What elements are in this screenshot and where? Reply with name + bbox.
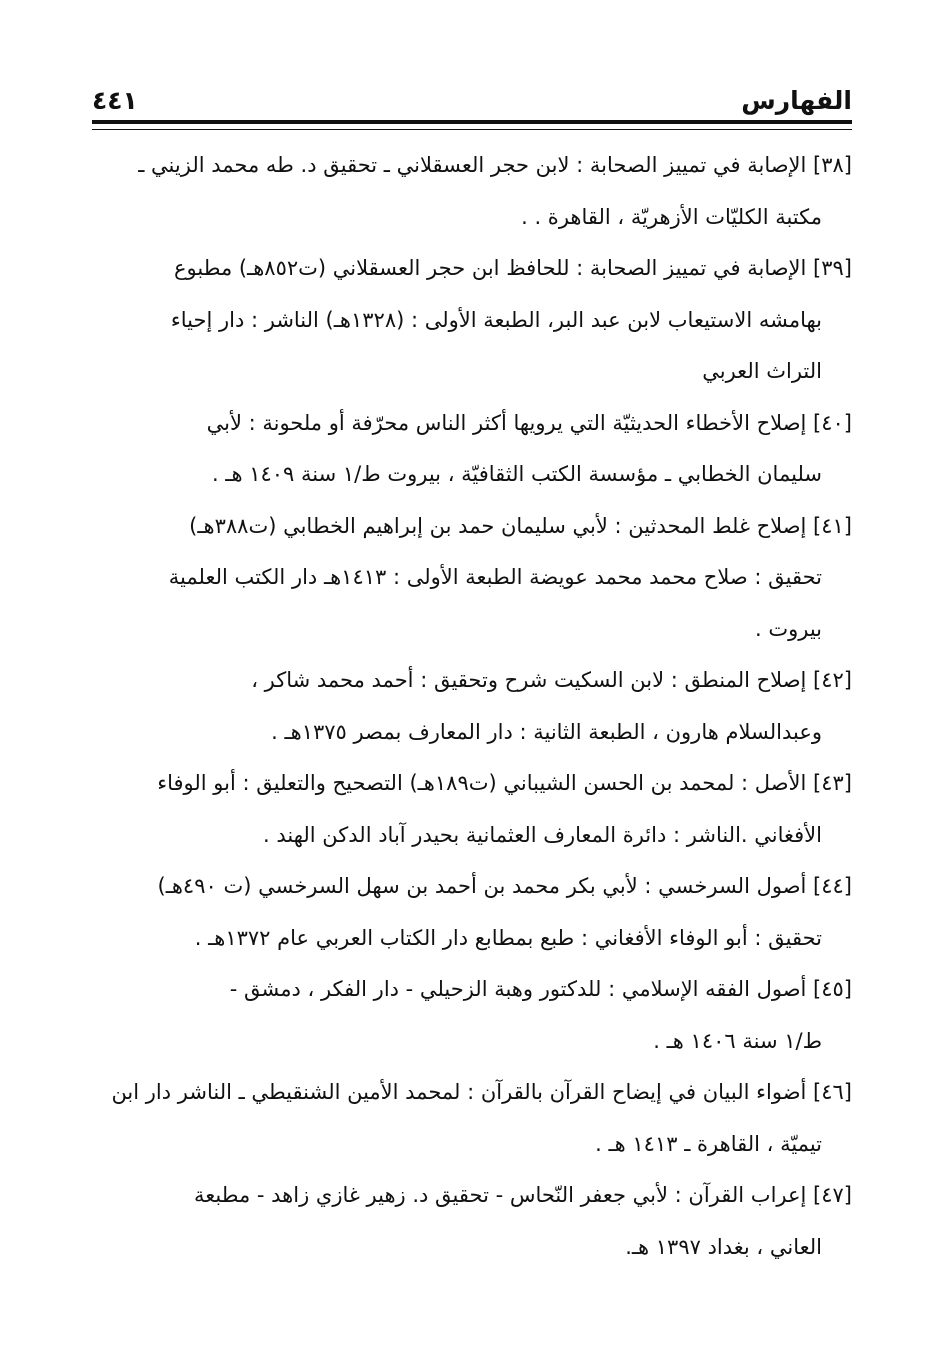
entry-line: تيميّة ، القاهرة ـ ١٤١٣ هـ .: [595, 1131, 822, 1156]
entry-line: مكتبة الكليّات الأزهريّة ، القاهرة . .: [521, 204, 822, 229]
bibliography-entry-40: [92, 398, 852, 501]
bibliography-entry-44: [92, 861, 852, 964]
entry-line: [٤٤] أصول السرخسي : لأبي بكر محمد بن أحمد بن سهل السرخسي (ت ٤٩٠هـ): [157, 874, 852, 898]
entry-line: تحقيق : صلاح محمد محمد عويضة الطبعة الأولى : ١٤١٣هـ دار الكتب العلمية: [168, 565, 822, 589]
header-rule-thick: [92, 120, 852, 124]
entry-line: [٣٨] الإصابة في تمييز الصحابة : لابن حجر العسقلاني ـ تحقيق د. طه محمد الزيني ـ: [138, 153, 852, 177]
entry-line: العاني ، بغداد ١٣٩٧ هـ.: [625, 1234, 822, 1259]
bibliography-entry-43: [92, 758, 852, 861]
bibliography-entry-45: [92, 964, 852, 1067]
entry-line: [٤٠] إصلاح الأخطاء الحديثيّة التي يرويها أكثر الناس محرّفة أو ملحونة : لأبي: [206, 410, 852, 435]
page-number: ٤٤١: [92, 86, 138, 115]
bibliography-list: [92, 140, 852, 1273]
bibliography-entry-42: [92, 655, 852, 758]
entry-line: [٤٣] الأصل : لمحمد بن الحسن الشيباني (ت١٨٩هـ) التصحيح والتعليق : أبو الوفاء: [157, 771, 852, 795]
entry-line: [٤٧] إعراب القرآن : لأبي جعفر النّحاس - تحقيق د. زهير غازي زاهد - مطبعة: [194, 1183, 852, 1207]
bibliography-entry-47: [92, 1170, 852, 1273]
bibliography-entry-38: [92, 140, 852, 243]
entry-line: [٣٩] الإصابة في تمييز الصحابة : للحافظ ابن حجر العسقلاني (ت٨٥٢هـ) مطبوع: [174, 256, 852, 280]
entry-line: التراث العربي: [702, 359, 822, 383]
entry-line: [٤٢] إصلاح المنطق : لابن السكيت شرح وتحقيق : أحمد محمد شاكر ،: [251, 668, 852, 692]
header-rule-thin: [92, 129, 852, 130]
entry-line: سليمان الخطابي ـ مؤسسة الكتب الثقافيّة ، بيروت ط/١ سنة ١٤٠٩ هـ .: [211, 462, 822, 486]
bibliography-entry-46: [92, 1067, 852, 1170]
entry-line: الأفغاني .الناشر : دائرة المعارف العثمانية بحيدر آباد الدكن الهند .: [262, 822, 822, 847]
entry-line: تحقيق : أبو الوفاء الأفغاني : طبع بمطابع دار الكتاب العربي عام ١٣٧٢هـ .: [194, 925, 822, 950]
entry-line: ط/١ سنة ١٤٠٦ هـ .: [653, 1028, 822, 1053]
header-title: الفهارس: [741, 86, 852, 115]
entry-line: بهامشه الاستيعاب لابن عبد البر، الطبعة الأولى : (١٣٢٨هـ) الناشر : دار إحياء: [170, 307, 822, 332]
entry-line: وعبدالسلام هارون ، الطبعة الثانية : دار المعارف بمصر ١٣٧٥هـ .: [271, 719, 822, 744]
entry-line: [٤٥] أصول الفقه الإسلامي : للدكتور وهبة الزحيلي - دار الفكر ، دمشق -: [229, 977, 852, 1001]
entry-line: [٤٦] أضواء البيان في إيضاح القرآن بالقرآن : لمحمد الأمين الشنقيطي ـ الناشر دار ابن: [111, 1080, 852, 1104]
bibliography-entry-39: [92, 243, 852, 398]
entry-line: بيروت .: [754, 616, 822, 641]
entry-line: [٤١] إصلاح غلط المحدثين : لأبي سليمان حمد بن إبراهيم الخطابي (ت٣٨٨هـ): [189, 513, 852, 538]
bibliography-entry-41: [92, 501, 852, 656]
